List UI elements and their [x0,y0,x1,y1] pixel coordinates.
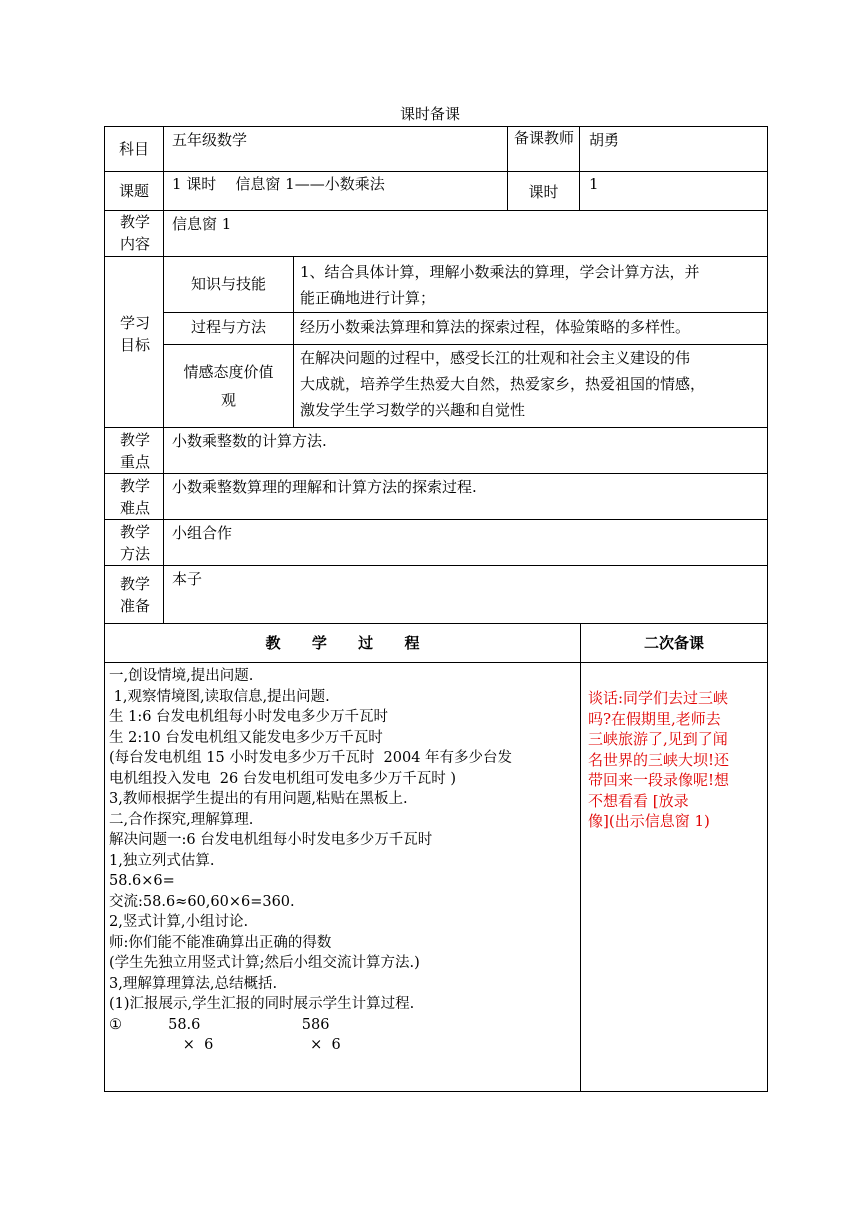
page-title: 课时备课 [399,105,460,123]
process-line: 电机组投入发电 26 台发电机组可发电多少万千瓦时 ) [109,770,457,787]
goal-emotion-name-line: 观 [220,391,236,409]
goal-emotion-line: 大成就，培养学生热爱大自然，热爱家乡，热爱祖国的情感， [300,375,706,393]
prep-label: 教学准备 [119,575,150,615]
process-line: 1,独立列式估算. [109,852,215,869]
note-line: 吗?在假期里,老师去 [588,709,721,728]
process-line: 一,创设情境,提出问题. [109,668,254,684]
note-line: 名世界的三峡大坝!还 [588,750,730,769]
process-line: × 6 × 6 [109,1037,341,1053]
key-point-label: 教学重点 [119,431,150,471]
process-line: (学生先独立用竖式计算;然后小组交流计算方法.) [109,955,420,971]
period-value: 1 [589,175,599,193]
goal-emotion-name [164,358,293,414]
process-line: 2,竖式计算,小组讨论. [109,914,249,930]
process-line: 二,合作探究,理解算理. [109,811,254,828]
goal-emotion-text [300,345,766,423]
goal-emotion-name-line: 情感态度价值 [183,363,274,381]
note-line: 像](出示信息窗 1) [588,812,710,830]
process-line: 生 2:10 台发电机组又能发电多少万千瓦时 [109,729,383,746]
process-line: (1)汇报展示,学生汇报的同时展示学生计算过程. [109,996,415,1012]
process-line: 师:你们能不能准确算出正确的得数 [109,934,332,951]
subject-label: 科目 [118,140,149,158]
process-line: 解决问题一:6 台发电机组每小时发电多少万千瓦时 [109,832,433,848]
topic-label: 课题 [118,182,149,200]
goal-process-name: 过程与方法 [190,318,266,336]
process-header: 教 学 过 程 [265,634,420,652]
key-point-value: 小数乘整数的计算方法. [172,432,327,450]
process-line: 3,理解算理算法,总结概括. [109,975,278,992]
process-line: 交流:58.6≈60,60×6=360. [109,893,295,910]
goal-process-text: 经历小数乘法算理和算法的探索过程，体验策略的多样性。 [300,318,691,336]
process-line: 1,观察情境图,读取信息,提出问题. [109,688,330,705]
second-prep-note [588,688,764,832]
process-line: 生 1:6 台发电机组每小时发电多少万千瓦时 [109,709,389,725]
goal-knowledge-line: 能正确地进行计算； [300,289,436,307]
subject-value: 五年级数学 [172,131,248,149]
goal-emotion-line: 在解决问题的过程中，感受长江的壮观和社会主义建设的伟 [300,349,691,367]
method-value: 小组合作 [172,524,233,542]
period-label: 课时 [528,183,559,201]
process-body [109,666,577,1056]
second-prep-header: 二次备课 [643,634,704,652]
difficulty-label: 教学难点 [119,477,150,517]
note-line: 三峡旅游了,见到了闻 [588,730,728,748]
process-line: 3,教师根据学生提出的有用问题,粘贴在黑板上. [109,791,408,807]
content-label: 教学内容 [119,213,150,253]
method-label: 教学方法 [119,523,150,563]
note-line: 谈话:同学们去过三峡 [588,689,729,707]
process-line: ① 58.6 586 [109,1016,330,1033]
note-line: 不想看看 [放录 [588,791,689,810]
topic-value: 1 课时 信息窗 1——小数乘法 [172,175,385,193]
process-line: 58.6×6= [109,873,175,889]
teacher-label: 备课教师 [513,129,574,147]
goal-knowledge-text [300,259,766,311]
goal-knowledge-name: 知识与技能 [190,275,266,293]
difficulty-value: 小数乘整数算理的理解和计算方法的探索过程. [172,478,477,496]
note-line: 带回来一段录像呢!想 [588,771,730,789]
goal-knowledge-line: 1、结合具体计算，理解小数乘法的算理，学会计算方法，并 [300,263,700,281]
prep-value: 本子 [172,570,203,588]
content-value: 信息窗 1 [172,215,232,233]
goal-emotion-line: 激发学生学习数学的兴趣和自觉性 [300,401,526,419]
process-line: (每台发电机组 15 小时发电多少万千瓦时 2004 年有多少台发 [109,750,513,766]
teacher-value: 胡勇 [589,131,620,149]
goals-label: 学习目标 [119,314,150,354]
